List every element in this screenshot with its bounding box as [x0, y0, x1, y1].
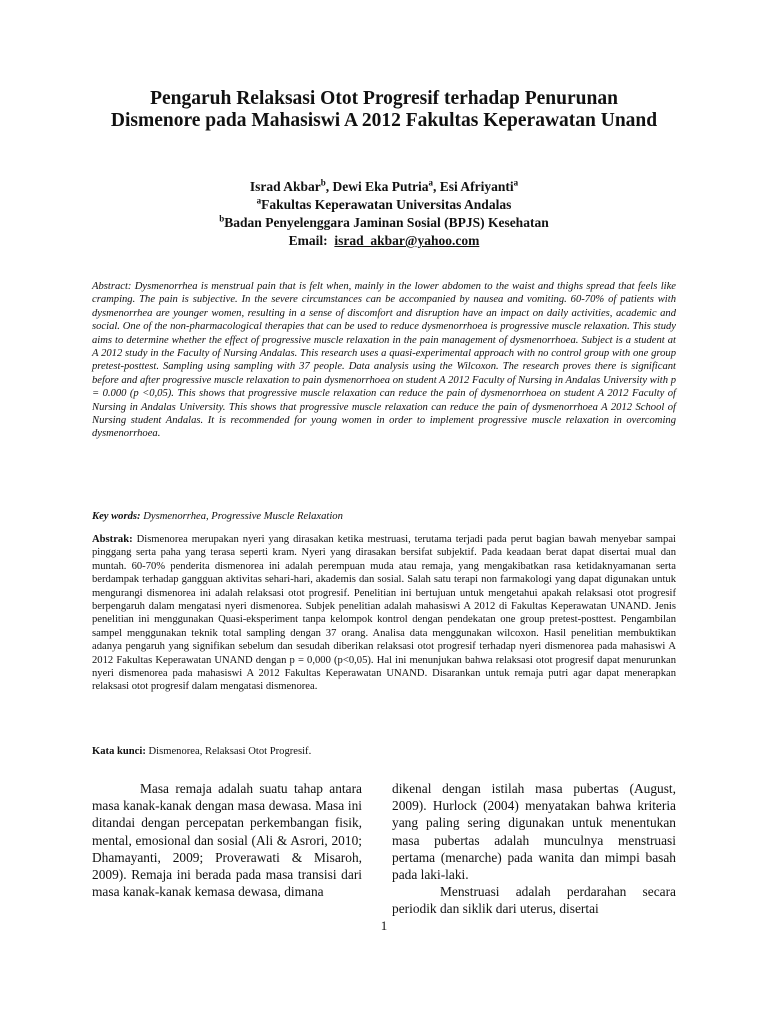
author-block [110, 178, 658, 250]
abstrak-label: Abstrak: [92, 534, 133, 545]
email-label: Email: [288, 233, 328, 248]
author-affiliation-mark: a [428, 177, 434, 188]
affiliation-line [110, 214, 658, 232]
affiliation-text: Fakultas Keperawatan Universitas Andalas [261, 197, 512, 212]
kata-kunci-label: Kata kunci: [92, 746, 146, 757]
body-paragraph: Menstruasi adalah perdarahan secara periodik dan siklik dari uterus, disertai [392, 884, 676, 917]
affiliation-line [110, 196, 658, 214]
email-link[interactable]: israd_akbar@yahoo.com [334, 233, 480, 248]
author-affiliation-mark: b [320, 177, 326, 188]
author-separator: , [433, 179, 440, 194]
body-column-right [392, 780, 676, 918]
author-separator: , [325, 179, 333, 194]
author-line [110, 178, 658, 196]
affiliation-text: Badan Penyelenggara Jaminan Sosial (BPJS) Kesehatan [224, 215, 549, 230]
abstract-label: Abstract: [92, 281, 132, 292]
kata-kunci-text: Dismenorea, Relaksasi Otot Progresif. [148, 746, 312, 757]
body-paragraph: dikenal dengan istilah masa pubertas (August, 2009). Hurlock (2004) menyatakan bahwa kriteria yang paling sering digunakan untuk menentukan masa pubertas adalah munculnya menstruasi pertama (menarche) pada wanita dan mimpi basah pada laki-laki. [392, 781, 676, 883]
abstrak-text: Dismenorea merupakan nyeri yang dirasakan ketika mestruasi, terutama terjadi pada perut bagian bawah menyebar sampai pinggang serta paha yang terasa seperti kram. Nyeri yang dirasakan bersifat subjektif. Pada keadaan berat dapat disertai mual dan muntah. 60-70% penderita dismenorea ini adalah perempuan muda atau remaja, yang mengakibatkan rasa ketidaknyamanan serta berdampak terhadap gangguan aktivitas sehari-hari, akademis dan sosial. Salah satu terapi non farmakologi yang dapat digunakan untuk mengurangi dismenorea ini adalah relaksasi otot progresif. Penelitian ini bertujuan untuk mengetahui apakah relaksasi otot progresif berpengaruh dalam mengatasi nyeri dismenorea. Subjek penelitian adalah mahasiswi A 2012 di Fakultas Keperawatan UNAND. Jenis penelitian ini menggunakan Quasi-eksperiment tanpa kelompok kontrol dengan pendekatan one group pretest-posttest. Pengambilan sampel menggunakan teknik total sampling dengan 37 orang. Analisa data menggunakan wilcoxon. Hasil penelitian membuktikan adanya pengaruh yang signifikan sebelum dan sesudah diberikan relaksasi otot progresif terhadap nyeri dismenorea pada mahasiswi A 2012 Fakultas Keperawatan UNAND dengan p = 0,000 (p<0,05). Hal ini menunjukan bahwa relaksasi otot progresif dapat menurunkan nyeri dismenorea pada mahasiswi A 2012 Fakultas Keperawatan UNAND. Disarankan untuk remaja putri agar dapat menerapkan relaksasi otot progresif dalam mengatasi dismenorea. [92, 534, 676, 693]
keywords-text: Dysmenorrhea, Progressive Muscle Relaxation [143, 511, 343, 522]
paper-title: Pengaruh Relaksasi Otot Progresif terhadap Penurunan Dismenore pada Mahasiswi A 2012 Fakultas Keperawatan Unand [110, 88, 658, 131]
author-name: Esi Afriyanti [439, 179, 514, 194]
keywords-label: Key words: [92, 511, 141, 522]
affiliation-mark: b [219, 213, 225, 224]
keywords-indonesian [92, 745, 676, 758]
affiliation-mark: a [256, 195, 262, 206]
author-name: Dewi Eka Putria [332, 179, 429, 194]
body-paragraph: Masa remaja adalah suatu tahap antara masa kanak-kanak dengan masa dewasa. Masa ini ditandai dengan percepatan perkembangan fisik, mental, emosional dan sosial (Ali & Asrori, 2010; Dhamayanti, 2009; Proverawati & Misaroh, 2009). Remaja ini berada pada masa transisi dari masa kanak-kanak kemasa dewasa, dimana [92, 781, 362, 900]
abstract-indonesian [92, 533, 676, 694]
author-name: Israd Akbar [249, 179, 321, 194]
abstract-text: Dysmenorrhea is menstrual pain that is felt when, mainly in the lower abdomen to the waist and thighs spread that feels like cramping. The pain is subjective. In the severe circumstances can be accompanied by nausea and vomiting. 60-70% of patients with dysmenorrhea are younger women, resulting in a sense of discomfort and disruption have an impact on daily activities, academic and social. One of the non-pharmacological therapies that can be used to reduce dysmenorrhoea is progressive muscle relaxation. This study aims to determine whether the effect of progressive muscle relaxation in the pain management of dysmenorrhoea. Subject is a student at A 2012 study in the Faculty of Nursing Andalas. This research uses a quasi-experimental approach with no control group with one group pretest-posttest. Sampling using sampling with 37 people. Data analysis using the Wilcoxon. The research proves there is significant before and after progressive muscle relaxation to pain dysmenorrhoea on student A 2012 Faculty of Nursing in Andalas University with p = 0.000 (p <0,05). This shows that progressive muscle relaxation can reduce the pain of dysmenorrhoea on student A 2012 Faculty of Nursing in Andalas University. This shows that progressive muscle relaxation can reduce the pain of dysmenorrhoea A 2012 School of Nursing student Andalas. It is recommended for young women in order to implement progressive muscle relaxation in overcoming dysmenorrhoea. [92, 281, 676, 440]
body-column-left [92, 780, 362, 900]
author-affiliation-mark: a [513, 177, 519, 188]
email-line [110, 232, 658, 250]
keywords-english [92, 510, 676, 523]
page-number: 1 [380, 918, 388, 933]
abstract-english [92, 280, 676, 441]
